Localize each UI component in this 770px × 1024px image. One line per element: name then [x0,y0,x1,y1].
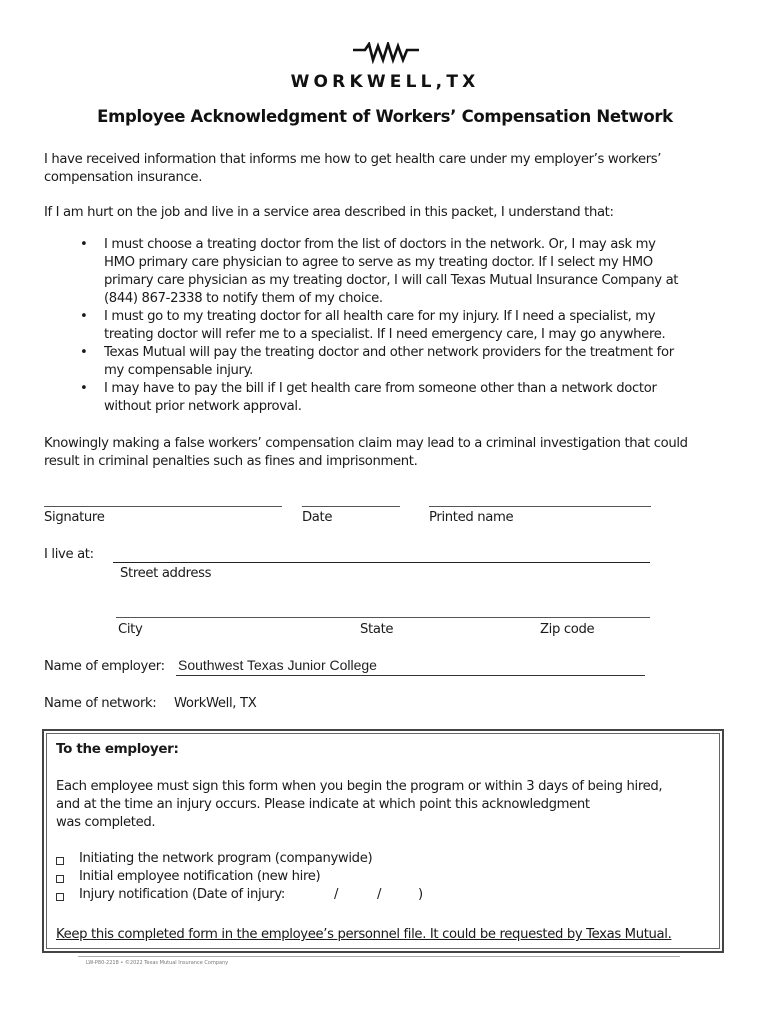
option-initiating-program: Initiating the network program (companywide) [79,851,373,866]
date-label: Date [302,510,333,525]
signature-field[interactable] [44,506,282,507]
understanding-intro: If I am hurt on the job and live in a service area described in this packet, I understand that: [44,205,614,220]
option-new-hire: Initial employee notification (new hire) [79,869,321,884]
checkbox-initiating-program[interactable] [56,857,64,865]
brand-name: WORKWELL,TX [290,72,480,92]
intro-line: compensation insurance. [44,170,203,185]
street-address-field[interactable] [113,562,650,563]
network-label: Name of network: [44,696,157,711]
bullet-icon: • [80,381,88,396]
employer-box [46,733,720,949]
printed-name-label: Printed name [429,510,514,525]
bullet-icon: • [80,237,88,252]
employer-footer-note-wrap [56,926,756,944]
bullet-list [80,236,679,416]
footer-divider [78,956,680,957]
intro-paragraph [44,151,661,187]
employer-box-heading: To the employer: [56,741,179,757]
date-slash-2: / [377,887,382,902]
date-close-paren: ) [418,887,423,902]
employer-label: Name of employer: [44,659,165,674]
list-item: • Texas Mutual will pay the treating doctor and other network providers for the treatment for my compensable injury. [80,345,674,378]
list-item: • I must choose a treating doctor from the list of doctors in the network. Or, I may ask my HMO primary care physician to agree to serve as my treating doctor. If I select my HMO primary care physician as my treating doctor, I will call Texas Mutual Insurance Company at (844) 867-2338 to notify them of my choice. [80,237,679,306]
employer-footer-note: Keep this completed form in the employee’s personnel file. It could be requested by Texas Mutual. [56,927,672,942]
network-value: WorkWell, TX [174,696,257,711]
list-item: • I may have to pay the bill if I get health care from someone other than a network doctor without prior network approval. [80,381,657,414]
state-label: State [360,622,394,637]
waveform-logo-icon [353,42,419,64]
zip-code-label: Zip code [540,622,595,637]
date-slash-1: / [334,887,339,902]
page-title: Employee Acknowledgment of Workers’ Compensation Network [97,107,673,126]
intro-line: I have received information that informs me how to get health care under my employer’s workers’ [44,152,662,167]
list-item: • I must go to my treating doctor for all health care for my injury. If I need a specialist, my treating doctor will refer me to a specialist. If I need emergency care, I may go anywhere. [80,309,666,342]
city-state-zip-field[interactable] [116,617,650,618]
date-field[interactable] [302,506,400,507]
printed-name-field[interactable] [429,506,651,507]
bullet-icon: • [80,309,88,324]
city-label: City [118,622,143,637]
address-prefix: I live at: [44,547,94,562]
checkbox-injury-notification[interactable] [56,893,64,901]
footer-text: LW-P80-2218 • ©2022 Texas Mutual Insurance Company [86,960,229,966]
employer-field[interactable] [176,675,645,676]
employer-instructions: Each employee must sign this form when you begin the program or within 3 days of being hired, and at the time an injury occurs. Please indicate at which point this acknowledgment was completed. [56,779,663,830]
fraud-warning: Knowingly making a false workers’ compensation claim may lead to a criminal investigation that could result in criminal penalties such as fines and imprisonment. [44,436,688,469]
bullet-icon: • [80,345,88,360]
street-address-label: Street address [120,566,212,581]
checkbox-new-hire[interactable] [56,875,64,883]
employer-value: Southwest Texas Junior College [178,657,377,673]
option-injury-notification: Injury notification (Date of injury: [79,887,285,902]
signature-label: Signature [44,510,105,525]
